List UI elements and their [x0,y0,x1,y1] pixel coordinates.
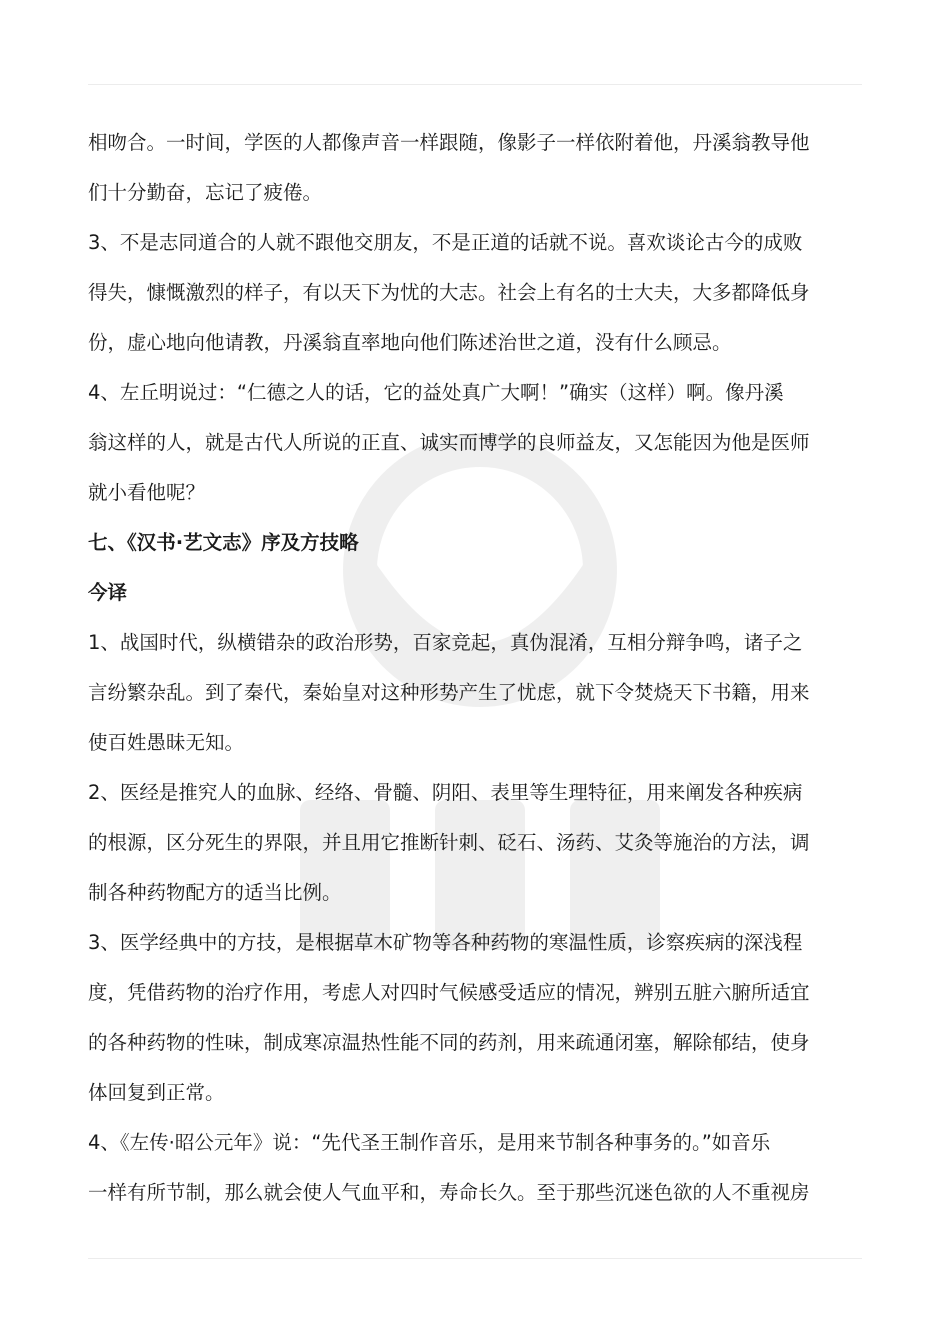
section-heading: 七、《汉书·艺文志》序及方技略 [88,531,359,554]
document-body [88,118,864,1218]
text-line: 2、医经是推究人的血脉、经络、骨髓、阴阳、表里等生理特征，用来阐发各种疾病 [88,781,803,804]
paragraph-continuation [88,118,864,218]
text-line: 4、《左传·昭公元年》说：“先代圣王制作音乐，是用来节制各种事务的。”如音乐 [88,1131,771,1154]
header-rule [88,84,862,85]
text-line: 们十分勤奋，忘记了疲倦。 [88,181,323,204]
translation-paragraph-2 [88,768,864,918]
text-line: 体回复到正常。 [88,1081,225,1104]
text-line: 得失，慷慨激烈的样子，有以天下为忧的大志。社会上有名的士大夫，大多都降低身 [88,281,810,304]
text-line: 言纷繁杂乱。到了秦代，秦始皇对这种形势产生了忧虑，就下令焚烧天下书籍，用来 [88,681,810,704]
text-line: 3、医学经典中的方技，是根据草木矿物等各种药物的寒温性质，诊察疾病的深浅程 [88,931,803,954]
text-line: 的根源，区分死生的界限，并且用它推断针刺、砭石、汤药、艾灸等施治的方法，调 [88,831,810,854]
text-line: 的各种药物的性味，制成寒凉温热性能不同的药剂，用来疏通闭塞，解除郁结，使身 [88,1031,810,1054]
translation-paragraph-1 [88,618,864,768]
text-line: 3、不是志同道合的人就不跟他交朋友，不是正道的话就不说。喜欢谈论古今的成败 [88,231,803,254]
footer-rule [88,1258,862,1259]
text-line: 1、战国时代，纵横错杂的政治形势，百家竞起，真伪混淆，互相分辩争鸣，诸子之 [88,631,803,654]
text-line: 4、左丘明说过：“仁德之人的话，它的益处真广大啊！”确实（这样）啊。像丹溪 [88,381,784,404]
text-line: 制各种药物配方的适当比例。 [88,881,342,904]
text-line: 度，凭借药物的治疗作用，考虑人对四时气候感受适应的情况，辨别五脏六腑所适宜 [88,981,810,1004]
text-line: 使百姓愚昧无知。 [88,731,245,754]
paragraph-3 [88,218,864,368]
text-line: 份，虚心地向他请教，丹溪翁直率地向他们陈述治世之道，没有什么顾忌。 [88,331,732,354]
translation-paragraph-3 [88,918,864,1118]
paragraph-4 [88,368,864,518]
subsection-heading: 今译 [88,581,128,604]
text-line: 相吻合。一时间，学医的人都像声音一样跟随，像影子一样依附着他，丹溪翁教导他 [88,131,810,154]
text-line: 就小看他呢？ [88,481,206,504]
text-line: 翁这样的人，就是古代人所说的正直、诚实而博学的良师益友，又怎能因为他是医师 [88,431,810,454]
translation-paragraph-4 [88,1118,864,1218]
text-line: 一样有所节制，那么就会使人气血平和，寿命长久。至于那些沉迷色欲的人不重视房 [88,1181,810,1204]
